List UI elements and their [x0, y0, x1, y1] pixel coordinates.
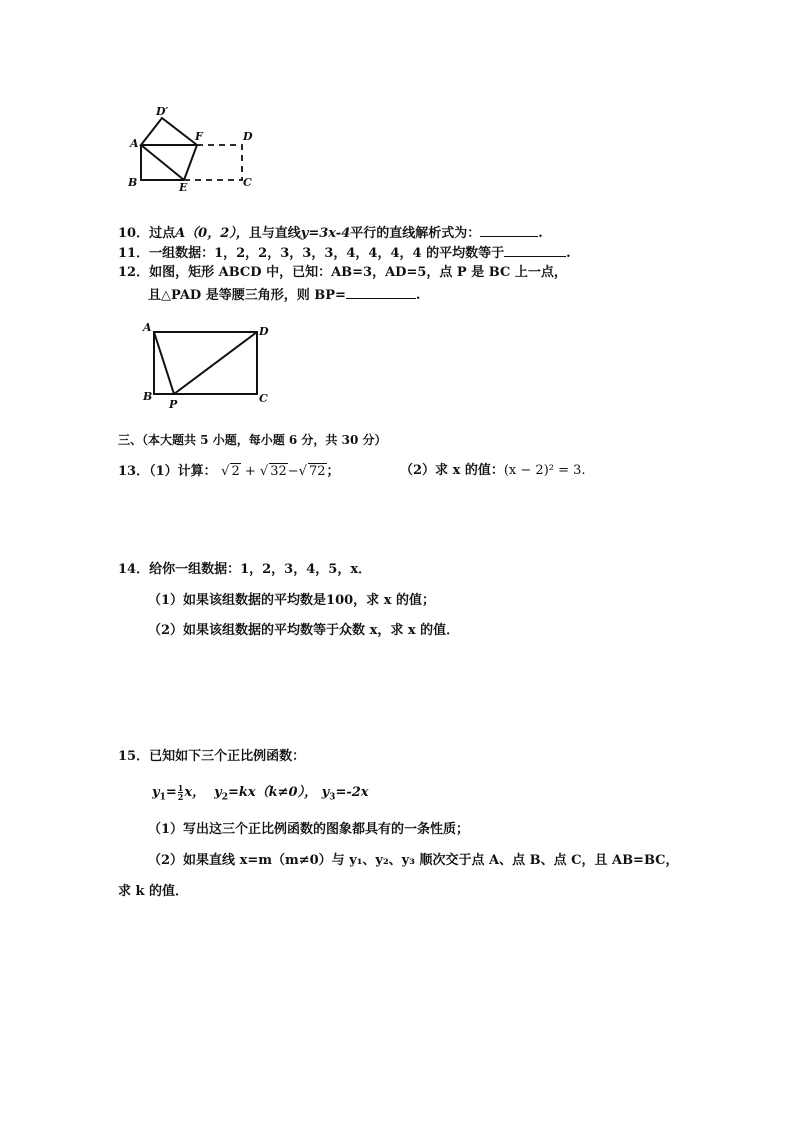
question-15-part-2-cont: 求 k 的值．: [118, 884, 189, 899]
question-12-line-1: 12．如图，矩形 ABCD 中，已知：AB=3，AD=5，点 P 是 BC 上一点，: [118, 265, 567, 280]
segment-ap: [154, 332, 174, 394]
label-a: A: [130, 137, 139, 150]
rectangle-abcd: [154, 332, 257, 394]
label-d: D: [259, 325, 269, 338]
figure-fold-rectangle: [120, 100, 270, 195]
label-d: D: [243, 130, 253, 143]
answer-blank-10[interactable]: [480, 224, 538, 237]
question-12-line-2: 且△PAD 是等腰三角形，则 BP= .: [148, 288, 421, 303]
question-10: 10．过点A（0，2），且与直线y=3x-4平行的直线解析式为： .: [118, 226, 543, 241]
question-14-part-1: （1）如果该组数据的平均数是100，求 x 的值；: [148, 593, 435, 608]
label-a: A: [143, 321, 152, 334]
label-p: P: [169, 398, 178, 411]
question-15-stem: 15．已知如下三个正比例函数：: [118, 749, 306, 764]
label-d-prime: D′: [156, 105, 169, 118]
segment-ae: [141, 145, 184, 180]
label-b: B: [128, 176, 138, 189]
expression-sqrt: √ 2 + √ 32−√ 72: [221, 464, 326, 479]
fold-triangle: [141, 118, 197, 145]
fold-line-ef: [184, 145, 197, 180]
question-14-stem: 14．给你一组数据：1，2，3，4，5，x．: [118, 562, 372, 577]
fraction-one-half: $\frac{1}{2}$: [177, 783, 184, 802]
label-f: F: [195, 130, 203, 143]
question-13-part-2: （2）求 x 的值：(x − 2)² = 3.: [400, 463, 586, 478]
label-c: C: [243, 176, 252, 189]
section-3-heading: 三、（本大题共 5 小题，每小题 6 分，共 30 分）: [118, 433, 387, 447]
question-15-part-1: （1）写出这三个正比例函数的图象都具有的一条性质；: [148, 822, 470, 837]
answer-blank-12[interactable]: [346, 286, 416, 299]
figure-rectangle-abcd: [138, 318, 278, 413]
question-15-part-2: （2）如果直线 x=m（m≠0）与 y₁、y₂、y₃ 顺次交于点 A、点 B、点 C，且 AB=BC，: [148, 853, 679, 868]
question-13-part-1: 13．（1）计算： √ 2 + √ 32−√ 72；: [118, 464, 340, 479]
segment-pd: [174, 332, 257, 394]
question-15-functions: $y_1=$ $\frac{1}{2}$ x， $y_2=kx(k\ne 0)$， $y_3=-2x$: [152, 783, 369, 803]
answer-blank-11[interactable]: [504, 244, 566, 257]
dashed-original-part: [184, 145, 242, 180]
label-e: E: [179, 181, 188, 194]
label-b: B: [143, 390, 153, 403]
question-14-part-2: （2）如果该组数据的平均数等于众数 x，求 x 的值．: [148, 623, 460, 638]
label-c: C: [259, 392, 268, 405]
question-11: 11．一组数据：1，2，2，3，3，3，4，4，4，4 的平均数等于 .: [118, 246, 571, 261]
